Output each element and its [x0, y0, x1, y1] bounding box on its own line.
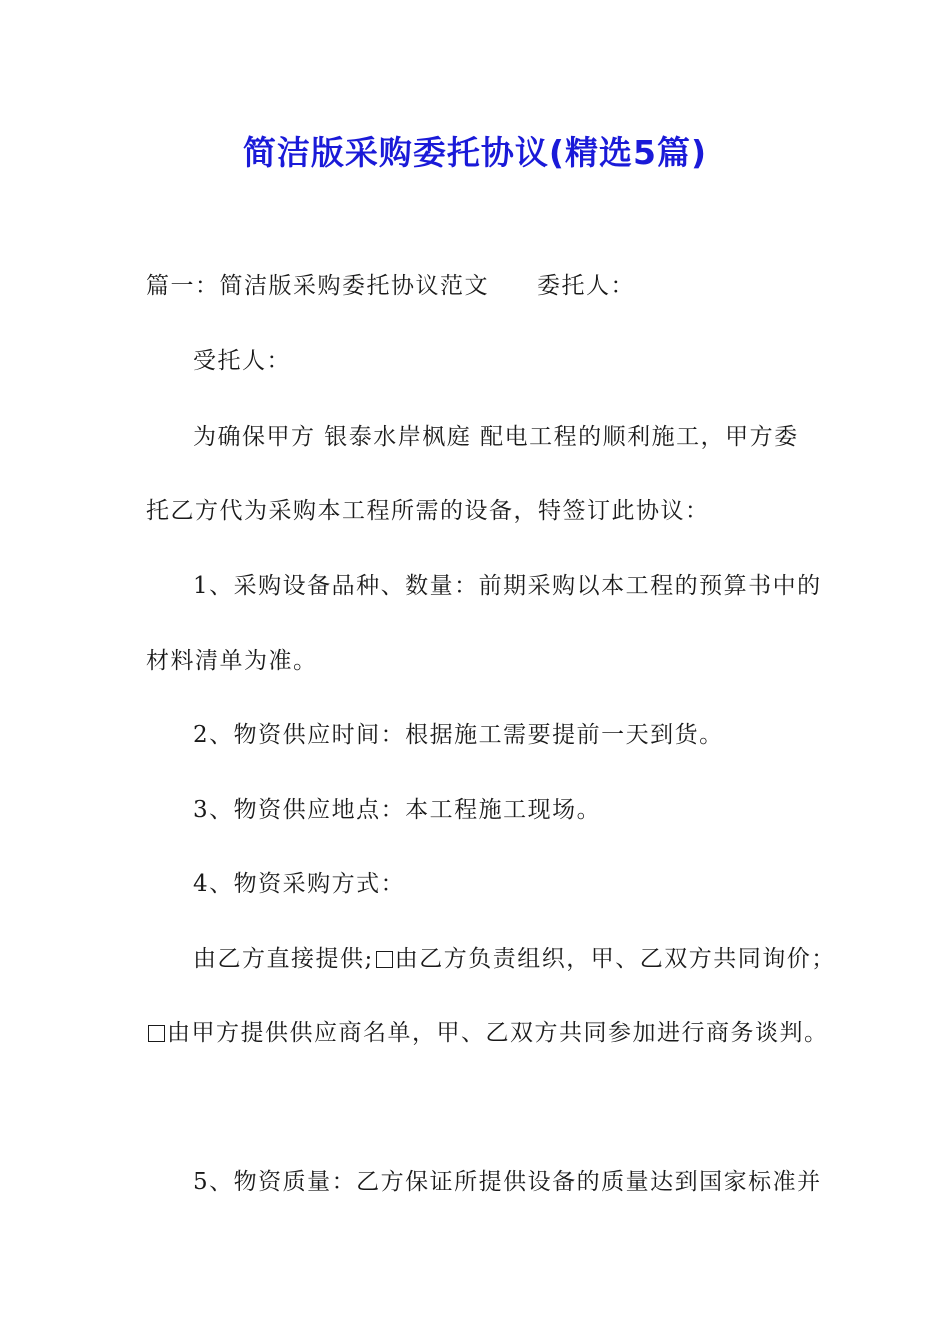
- item-1-line-2: 材料清单为准。: [146, 648, 318, 674]
- method-a-text: 由乙方直接提供;: [193, 946, 374, 972]
- agent-label: 受托人：: [193, 348, 291, 374]
- purpose-paragraph-line-1: 为确保甲方 银泰水岸枫庭 配电工程的顺利施工，甲方委: [193, 424, 799, 450]
- item-3: 3、物资供应地点：本工程施工现场。: [193, 797, 602, 823]
- checkbox-icon: [148, 1025, 165, 1042]
- item-2: 2、物资供应时间：根据施工需要提前一天到货。: [193, 722, 724, 748]
- purpose-paragraph-line-2: 托乙方代为采购本工程所需的设备，特签订此协议：: [146, 498, 710, 524]
- method-b-text: 由乙方负责组织，甲、乙双方共同询价；: [394, 946, 836, 972]
- method-c-text: 由甲方提供供应商名单，甲、乙双方共同参加进行商务谈判。: [167, 1020, 829, 1046]
- checkbox-icon: [376, 951, 393, 968]
- item-4: 4、物资采购方式：: [193, 871, 406, 897]
- document-title: 简洁版采购委托协议(精选5篇): [242, 133, 708, 172]
- heading-line: [146, 270, 635, 302]
- item-1-line-1: 1、采购设备品种、数量：前期采购以本工程的预算书中的: [193, 573, 822, 599]
- method-options-line-2: [146, 1017, 829, 1049]
- method-options-line-1: [193, 943, 836, 975]
- section-heading: 篇一：简洁版采购委托协议范文: [146, 273, 489, 299]
- principal-label: 委托人：: [537, 273, 635, 299]
- item-5-line-1: 5、物资质量：乙方保证所提供设备的质量达到国家标准并: [193, 1169, 822, 1195]
